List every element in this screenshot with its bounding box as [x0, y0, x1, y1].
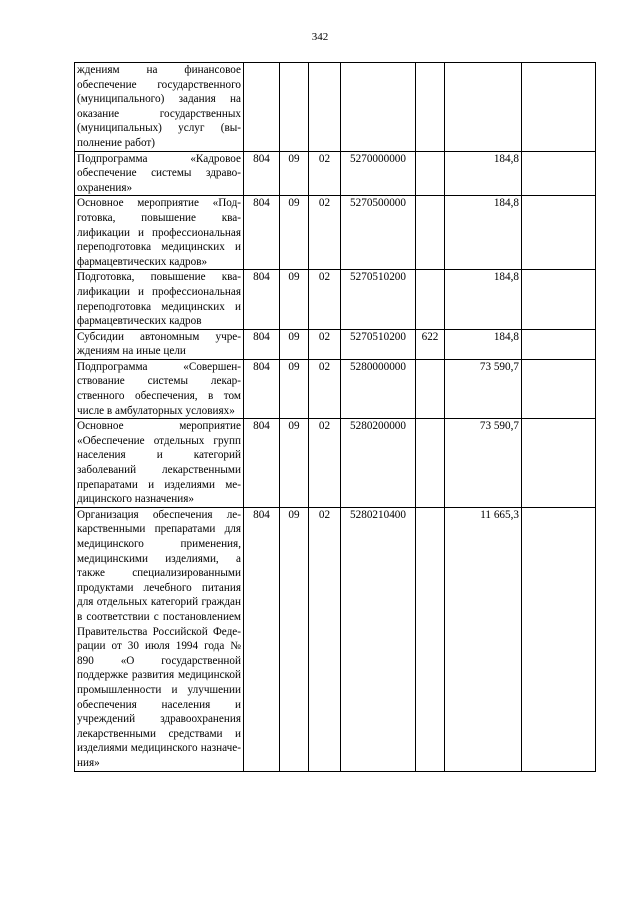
row-section-code: 09: [280, 270, 309, 329]
table-row: [75, 329, 596, 359]
row-amount: 184,8: [445, 151, 522, 196]
row-target-article-code: [341, 63, 416, 152]
row-extra-amount: [522, 507, 596, 771]
row-amount: [445, 63, 522, 152]
row-name: Основное мероприятие «Подготовка, повышение квалификации и профессиональная переподготовка медицинских и фармацевтических кадров»: [75, 196, 244, 270]
row-target-article-code: 5270510200: [341, 329, 416, 359]
row-target-article-code: 5280000000: [341, 359, 416, 418]
table-row: [75, 419, 596, 508]
row-extra-amount: [522, 196, 596, 270]
row-section-code: 09: [280, 196, 309, 270]
row-expense-type-code: [416, 507, 445, 771]
table-row: [75, 270, 596, 329]
row-target-article-code: 5270500000: [341, 196, 416, 270]
row-target-article-code: 5280210400: [341, 507, 416, 771]
row-ministry-code: 804: [244, 359, 280, 418]
row-amount: 184,8: [445, 270, 522, 329]
row-section-code: 09: [280, 151, 309, 196]
row-target-article-code: 5280200000: [341, 419, 416, 508]
row-ministry-code: 804: [244, 507, 280, 771]
row-extra-amount: [522, 359, 596, 418]
row-extra-amount: [522, 151, 596, 196]
row-extra-amount: [522, 329, 596, 359]
row-extra-amount: [522, 419, 596, 508]
row-subsection-code: [309, 63, 341, 152]
row-subsection-code: 02: [309, 359, 341, 418]
row-section-code: 09: [280, 507, 309, 771]
row-name: Подготовка, повышение квалификации и профессиональная переподготовка медицинских и фармацевтических кадров: [75, 270, 244, 329]
row-subsection-code: 02: [309, 329, 341, 359]
row-expense-type-code: [416, 196, 445, 270]
row-section-code: [280, 63, 309, 152]
row-ministry-code: 804: [244, 196, 280, 270]
table-row: [75, 196, 596, 270]
row-target-article-code: 5270000000: [341, 151, 416, 196]
row-expense-type-code: [416, 359, 445, 418]
row-expense-type-code: [416, 270, 445, 329]
budget-table: [74, 62, 596, 772]
row-ministry-code: 804: [244, 329, 280, 359]
row-expense-type-code: [416, 63, 445, 152]
page-number: 342: [311, 31, 329, 43]
row-subsection-code: 02: [309, 419, 341, 508]
table-row: [75, 63, 596, 152]
row-target-article-code: 5270510200: [341, 270, 416, 329]
row-expense-type-code: [416, 419, 445, 508]
row-ministry-code: 804: [244, 419, 280, 508]
row-name: Субсидии автономным учреждениям на иные цели: [75, 329, 244, 359]
row-expense-type-code: [416, 151, 445, 196]
row-extra-amount: [522, 270, 596, 329]
row-amount: 11 665,3: [445, 507, 522, 771]
row-name: Подпрограмма «Совершенствование системы лекарственного обеспечения, в том числе в амбулаторных условиях»: [75, 359, 244, 418]
row-subsection-code: 02: [309, 507, 341, 771]
row-ministry-code: 804: [244, 270, 280, 329]
row-amount: 73 590,7: [445, 419, 522, 508]
row-subsection-code: 02: [309, 151, 341, 196]
table-row: [75, 359, 596, 418]
table-row: [75, 507, 596, 771]
row-section-code: 09: [280, 419, 309, 508]
row-amount: 73 590,7: [445, 359, 522, 418]
row-section-code: 09: [280, 359, 309, 418]
table-row: [75, 151, 596, 196]
budget-table-body: [75, 63, 596, 772]
row-ministry-code: [244, 63, 280, 152]
row-amount: 184,8: [445, 329, 522, 359]
row-subsection-code: 02: [309, 270, 341, 329]
row-name: ждениям на финансовое обеспечение государственного (муниципального) задания на оказание государственных (муниципальных) услуг (выполнение работ): [75, 63, 244, 152]
row-name: Организация обеспечения лекарственными препаратами для медицинского применения, медицинскими изделиями, а также специализированными продуктами лечебного питания для отдельных категорий граждан в соответствии с постановлением Правительства Российской Федерации от 30 июля 1994 года № 890 «О государственной поддержке развития медицинской промышленности и улучшении обеспечения населения и учреждений здравоохранения лекарственными средствами и изделиями медицинского назначения»: [75, 507, 244, 771]
row-extra-amount: [522, 63, 596, 152]
row-expense-type-code: 622: [416, 329, 445, 359]
row-name: Основное мероприятие «Обеспечение отдельных групп населения и категорий заболеваний лекарственными препаратами и изделиями медицинского назначения»: [75, 419, 244, 508]
row-subsection-code: 02: [309, 196, 341, 270]
row-ministry-code: 804: [244, 151, 280, 196]
row-section-code: 09: [280, 329, 309, 359]
row-name: Подпрограмма «Кадровое обеспечение системы здравоохранения»: [75, 151, 244, 196]
row-amount: 184,8: [445, 196, 522, 270]
